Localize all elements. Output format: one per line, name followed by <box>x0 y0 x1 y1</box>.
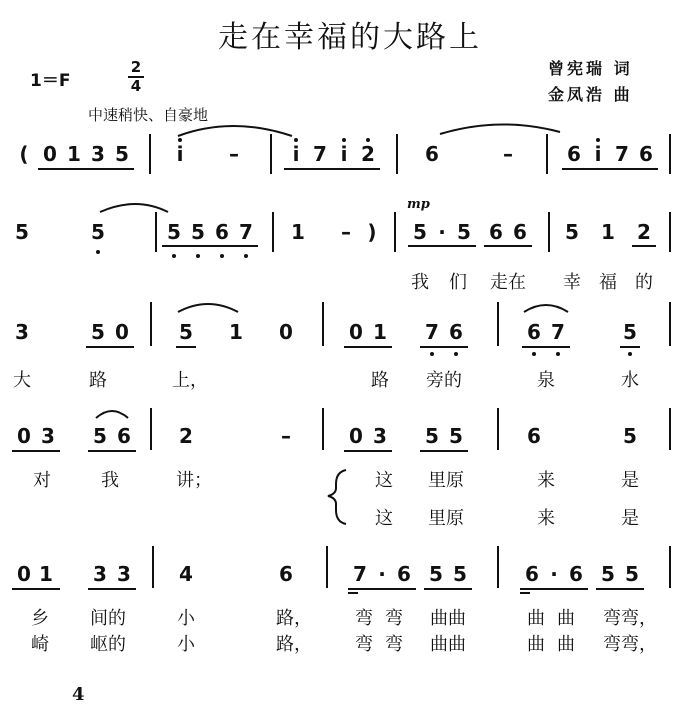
note: 6 <box>567 142 581 166</box>
time-signature-bottom: 4 <box>130 77 142 95</box>
lyric: 弯 <box>385 608 403 629</box>
note: 5 <box>91 220 105 244</box>
note: 5 <box>167 220 181 244</box>
note: 5 <box>179 320 193 344</box>
dash: – <box>229 142 239 166</box>
note: 6 <box>397 562 411 586</box>
note: 2 <box>361 142 375 166</box>
lyric: 水 <box>621 370 639 391</box>
lyric: 大 <box>13 370 31 391</box>
lyric: 间的 <box>90 608 126 629</box>
note: 2 <box>179 424 193 448</box>
lyric-verse-2: 是 <box>621 508 639 529</box>
note: 0 <box>43 142 57 166</box>
note: 5 <box>413 220 427 244</box>
note: 7 <box>353 562 367 586</box>
note: 0 <box>115 320 129 344</box>
lyric: 小 <box>177 608 195 629</box>
lyric-verse-2: 里原 <box>428 508 464 529</box>
lyric-verse-2: 弯 <box>355 634 373 655</box>
lyric: 对 <box>33 470 51 491</box>
lyric: 弯 <box>355 608 373 629</box>
time-signature-top: 2 <box>130 58 142 76</box>
note: 1 <box>67 142 81 166</box>
note: 3 <box>93 562 107 586</box>
lyric: 曲 <box>527 608 545 629</box>
dotted-rhythm: · <box>438 220 446 244</box>
note: 0 <box>17 424 31 448</box>
lyric: 上， <box>172 370 208 391</box>
lyric: 路 <box>89 370 107 391</box>
tie-slur <box>100 204 168 212</box>
dash: – <box>281 424 291 448</box>
note: 6 <box>527 424 541 448</box>
note: 6 <box>449 320 463 344</box>
note: 5 <box>91 320 105 344</box>
lyric: 来 <box>537 470 555 491</box>
tempo-marking: 中速稍快、自豪地 <box>88 106 209 124</box>
note: 6 <box>279 562 293 586</box>
note: 1 <box>291 220 305 244</box>
note: 3 <box>41 424 55 448</box>
note: 0 <box>279 320 293 344</box>
note: 3 <box>15 320 29 344</box>
note: 5 <box>457 220 471 244</box>
lyric: 我 <box>101 470 119 491</box>
page-number: 4 <box>72 684 85 705</box>
note: 5 <box>115 142 129 166</box>
lyric: 路 <box>371 370 389 391</box>
verse-brace <box>328 470 346 524</box>
note: 4 <box>179 562 193 586</box>
paren-close: ) <box>367 220 377 244</box>
lyric: 这 <box>375 470 393 491</box>
note: 5 <box>623 424 637 448</box>
lyric-verse-2: 弯弯， <box>603 634 657 655</box>
lyric: 我 <box>411 272 429 293</box>
lyric-verse-2: 岖的 <box>90 634 126 655</box>
note: 5 <box>425 424 439 448</box>
lyric-verse-2: 来 <box>537 508 555 529</box>
note: 7 <box>615 142 629 166</box>
note: 3 <box>117 562 131 586</box>
lyric-verse-2: 曲 <box>527 634 545 655</box>
note: i <box>176 142 184 166</box>
lyric: 曲 <box>557 608 575 629</box>
dotted-rhythm: · <box>378 562 386 586</box>
lyric: 讲； <box>176 470 212 491</box>
note: 5 <box>623 320 637 344</box>
note: 6 <box>117 424 131 448</box>
note: 5 <box>601 562 615 586</box>
lyric: 的 <box>635 272 653 293</box>
song-title: 走在幸福的大路上 <box>218 20 482 55</box>
tie-slur <box>96 411 128 418</box>
note: 5 <box>15 220 29 244</box>
note: 3 <box>91 142 105 166</box>
note: 1 <box>373 320 387 344</box>
note: 6 <box>639 142 653 166</box>
note: 0 <box>349 320 363 344</box>
lyric-verse-2: 路， <box>276 634 312 655</box>
note: 5 <box>93 424 107 448</box>
note: 6 <box>527 320 541 344</box>
note: 6 <box>425 142 439 166</box>
note: 6 <box>525 562 539 586</box>
lyric-verse-2: 曲曲 <box>430 634 466 655</box>
note: 7 <box>313 142 327 166</box>
lyric-verse-2: 弯 <box>385 634 403 655</box>
lyric: 幸 <box>563 272 581 293</box>
note: 7 <box>425 320 439 344</box>
lyric: 走在 <box>490 272 526 293</box>
tie-slur <box>440 124 560 134</box>
lyric-verse-2: 曲 <box>557 634 575 655</box>
lyric: 曲曲 <box>430 608 466 629</box>
lyric: 旁的 <box>426 370 462 391</box>
note: 6 <box>569 562 583 586</box>
lyric-verse-2: 小 <box>177 634 195 655</box>
tie-slur <box>178 126 292 136</box>
key-signature: 1＝F <box>30 71 71 91</box>
lyric: 们 <box>449 272 467 293</box>
note: 5 <box>191 220 205 244</box>
lyric: 里原 <box>428 470 464 491</box>
lyric: 泉 <box>537 370 555 391</box>
lyric: 福 <box>599 272 617 293</box>
dotted-rhythm: · <box>550 562 558 586</box>
note: 2 <box>637 220 651 244</box>
note: i <box>340 142 348 166</box>
lyric-verse-2: 这 <box>375 508 393 529</box>
note: 1 <box>39 562 53 586</box>
lyric-verse-2: 崎 <box>31 634 49 655</box>
dash: – <box>341 220 351 244</box>
note: 5 <box>625 562 639 586</box>
tie-slur <box>524 305 568 312</box>
note: 0 <box>17 562 31 586</box>
note: 7 <box>239 220 253 244</box>
note: 6 <box>215 220 229 244</box>
paren-open: ( <box>19 142 29 166</box>
note: 5 <box>449 424 463 448</box>
lyricist-credit: 曾宪瑞 词 <box>548 59 633 78</box>
dynamic-marking: mp <box>407 197 430 212</box>
dash: – <box>503 142 513 166</box>
tie-slur <box>178 304 238 312</box>
note: 7 <box>551 320 565 344</box>
note: 6 <box>489 220 503 244</box>
lyric: 弯弯， <box>603 608 657 629</box>
note: i <box>594 142 602 166</box>
composer-credit: 金凤浩 曲 <box>548 85 633 104</box>
note: 5 <box>429 562 443 586</box>
note: 5 <box>565 220 579 244</box>
note: 6 <box>513 220 527 244</box>
note: i <box>292 142 300 166</box>
lyric: 乡 <box>31 608 49 629</box>
lyric: 是 <box>621 470 639 491</box>
lyric: 路， <box>276 608 312 629</box>
note: 1 <box>601 220 615 244</box>
note: 3 <box>373 424 387 448</box>
note: 5 <box>453 562 467 586</box>
note: 0 <box>349 424 363 448</box>
note: 1 <box>229 320 243 344</box>
